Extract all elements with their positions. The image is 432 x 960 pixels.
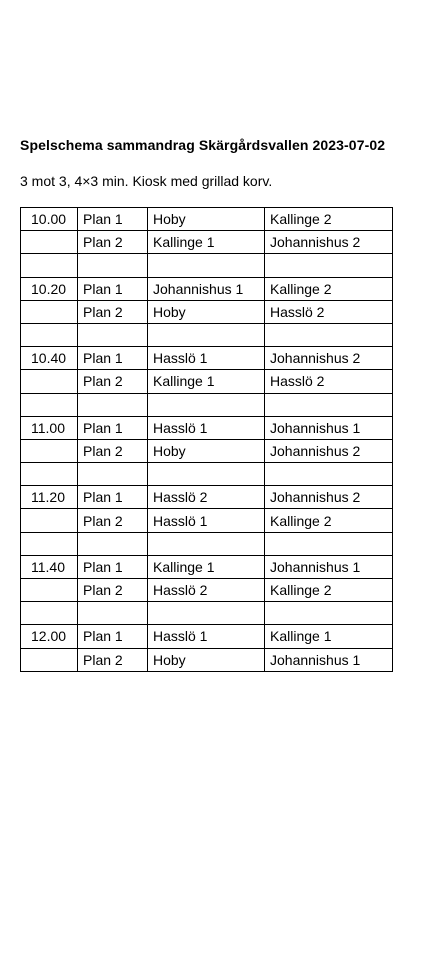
away-team-cell bbox=[265, 393, 393, 416]
table-row bbox=[21, 347, 393, 370]
document-title: Spelschema sammandrag Skärgårdsvallen 2023-07-02 bbox=[20, 137, 386, 153]
home-team-cell: Hasslö 1 bbox=[148, 347, 265, 370]
home-team-cell: Hoby bbox=[148, 648, 265, 671]
field-cell: Plan 1 bbox=[78, 277, 148, 300]
spacer-row bbox=[21, 254, 393, 277]
spacer-row bbox=[21, 602, 393, 625]
field-cell: Plan 2 bbox=[78, 439, 148, 462]
time-cell bbox=[21, 579, 78, 602]
table-row bbox=[21, 208, 393, 231]
field-cell bbox=[78, 602, 148, 625]
field-cell: Plan 2 bbox=[78, 300, 148, 323]
away-team-cell: Johannishus 2 bbox=[265, 486, 393, 509]
table-row bbox=[21, 509, 393, 532]
table-row bbox=[21, 277, 393, 300]
time-cell bbox=[21, 463, 78, 486]
time-cell: 10.20 bbox=[21, 277, 78, 300]
field-cell bbox=[78, 393, 148, 416]
document-subtitle: 3 mot 3, 4×3 min. Kiosk med grillad korv. bbox=[20, 173, 273, 189]
home-team-cell: Kallinge 1 bbox=[148, 231, 265, 254]
time-cell bbox=[21, 648, 78, 671]
table-row bbox=[21, 648, 393, 671]
field-cell bbox=[78, 323, 148, 346]
field-cell: Plan 2 bbox=[78, 579, 148, 602]
table-row bbox=[21, 555, 393, 578]
time-cell bbox=[21, 300, 78, 323]
spacer-row bbox=[21, 393, 393, 416]
home-team-cell bbox=[148, 254, 265, 277]
time-cell bbox=[21, 439, 78, 462]
home-team-cell bbox=[148, 602, 265, 625]
field-cell: Plan 2 bbox=[78, 231, 148, 254]
schedule-table bbox=[20, 207, 393, 672]
time-cell bbox=[21, 532, 78, 555]
field-cell: Plan 1 bbox=[78, 555, 148, 578]
away-team-cell: Johannishus 1 bbox=[265, 555, 393, 578]
field-cell: Plan 1 bbox=[78, 416, 148, 439]
time-cell bbox=[21, 393, 78, 416]
time-cell bbox=[21, 323, 78, 346]
home-team-cell bbox=[148, 393, 265, 416]
away-team-cell bbox=[265, 254, 393, 277]
home-team-cell: Hasslö 1 bbox=[148, 625, 265, 648]
away-team-cell bbox=[265, 323, 393, 346]
away-team-cell: Kallinge 1 bbox=[265, 625, 393, 648]
away-team-cell: Kallinge 2 bbox=[265, 208, 393, 231]
schedule-table-body bbox=[21, 208, 393, 672]
field-cell: Plan 1 bbox=[78, 347, 148, 370]
table-row bbox=[21, 370, 393, 393]
spacer-row bbox=[21, 323, 393, 346]
home-team-cell: Hoby bbox=[148, 300, 265, 323]
away-team-cell: Johannishus 1 bbox=[265, 648, 393, 671]
table-row bbox=[21, 439, 393, 462]
field-cell: Plan 2 bbox=[78, 370, 148, 393]
time-cell bbox=[21, 602, 78, 625]
time-cell: 11.20 bbox=[21, 486, 78, 509]
home-team-cell: Hasslö 1 bbox=[148, 509, 265, 532]
away-team-cell: Johannishus 2 bbox=[265, 439, 393, 462]
spacer-row bbox=[21, 532, 393, 555]
time-cell bbox=[21, 370, 78, 393]
away-team-cell bbox=[265, 463, 393, 486]
field-cell: Plan 1 bbox=[78, 208, 148, 231]
table-row bbox=[21, 300, 393, 323]
away-team-cell: Hasslö 2 bbox=[265, 370, 393, 393]
home-team-cell bbox=[148, 323, 265, 346]
home-team-cell: Johannishus 1 bbox=[148, 277, 265, 300]
away-team-cell: Hasslö 2 bbox=[265, 300, 393, 323]
field-cell: Plan 2 bbox=[78, 509, 148, 532]
table-row bbox=[21, 486, 393, 509]
time-cell bbox=[21, 231, 78, 254]
away-team-cell: Kallinge 2 bbox=[265, 277, 393, 300]
away-team-cell: Johannishus 2 bbox=[265, 231, 393, 254]
table-row bbox=[21, 625, 393, 648]
home-team-cell: Kallinge 1 bbox=[148, 370, 265, 393]
time-cell bbox=[21, 509, 78, 532]
home-team-cell: Hoby bbox=[148, 208, 265, 231]
table-row bbox=[21, 579, 393, 602]
away-team-cell bbox=[265, 602, 393, 625]
field-cell: Plan 1 bbox=[78, 625, 148, 648]
away-team-cell: Johannishus 1 bbox=[265, 416, 393, 439]
time-cell bbox=[21, 254, 78, 277]
away-team-cell: Kallinge 2 bbox=[265, 509, 393, 532]
home-team-cell: Hasslö 1 bbox=[148, 416, 265, 439]
home-team-cell: Hoby bbox=[148, 439, 265, 462]
home-team-cell: Hasslö 2 bbox=[148, 486, 265, 509]
home-team-cell bbox=[148, 463, 265, 486]
away-team-cell: Kallinge 2 bbox=[265, 579, 393, 602]
away-team-cell bbox=[265, 532, 393, 555]
field-cell: Plan 1 bbox=[78, 486, 148, 509]
time-cell: 11.00 bbox=[21, 416, 78, 439]
field-cell bbox=[78, 532, 148, 555]
field-cell bbox=[78, 463, 148, 486]
time-cell: 10.00 bbox=[21, 208, 78, 231]
away-team-cell: Johannishus 2 bbox=[265, 347, 393, 370]
time-cell: 12.00 bbox=[21, 625, 78, 648]
home-team-cell: Kallinge 1 bbox=[148, 555, 265, 578]
home-team-cell: Hasslö 2 bbox=[148, 579, 265, 602]
time-cell: 10.40 bbox=[21, 347, 78, 370]
field-cell bbox=[78, 254, 148, 277]
table-row bbox=[21, 416, 393, 439]
field-cell: Plan 2 bbox=[78, 648, 148, 671]
time-cell: 11.40 bbox=[21, 555, 78, 578]
spacer-row bbox=[21, 463, 393, 486]
home-team-cell bbox=[148, 532, 265, 555]
table-row bbox=[21, 231, 393, 254]
